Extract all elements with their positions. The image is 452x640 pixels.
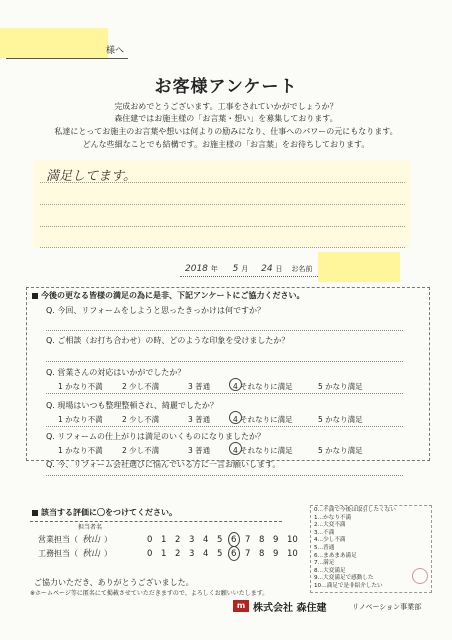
works-scale-5: 5: [217, 549, 223, 559]
comment-line: [40, 204, 405, 205]
sales-scale-0: 0: [147, 535, 153, 545]
works-scale-4: 4: [203, 549, 209, 559]
legend-item: 6…まあまあ満足: [314, 552, 357, 559]
answer-line: [46, 361, 403, 362]
question-2: Q. ご相談（お打ち合わせ）の時、どのような印象を受けましたか？: [46, 336, 290, 345]
q3-option-5: 5 かなり満足: [318, 382, 363, 391]
date-month: 5: [232, 264, 239, 274]
question-5: Q. リフォームの仕上がりは満足のいくものになりましたか？: [46, 432, 265, 441]
legend-item: 3…不満: [314, 529, 335, 536]
customer-name-highlight: [318, 252, 400, 282]
q3-option-2: 2 少し不満: [122, 382, 160, 391]
rating-heading: 該当する評価に〇をつけてください。: [41, 508, 177, 517]
sales-label: 営業担当（: [38, 535, 78, 544]
legend-item: 0…不満で今後は取引したくない: [314, 507, 396, 513]
works-scale-6: 6: [231, 549, 237, 559]
sales-scale-4: 4: [203, 535, 209, 545]
q4-option-5: 5 かなり満足: [318, 415, 363, 424]
legend-item: 2…大変不満: [314, 522, 346, 529]
sales-close: ）: [104, 535, 113, 544]
legend-item: 8…大変満足: [314, 567, 346, 574]
works-scale-9: 9: [273, 549, 279, 559]
q4-option-3: 3 普通: [188, 415, 211, 424]
rating-heading-rule: [30, 521, 282, 522]
q5-option-3: 3 普通: [188, 446, 211, 455]
q5-option-2: 2 少し不満: [122, 446, 160, 455]
q4-option-4: 4 それなりに満足: [233, 415, 293, 424]
sales-row: [38, 535, 112, 545]
works-close: ）: [104, 549, 113, 558]
answer-line: [46, 475, 403, 476]
q3-option-3: 3 普通: [188, 382, 211, 391]
sales-name: 秋山: [82, 535, 101, 545]
sales-scale-7: 7: [245, 535, 251, 545]
legend-stamp-icon: [412, 568, 428, 584]
q3-selected-circle: [229, 378, 242, 391]
works-label: 工務担当（: [38, 549, 78, 558]
recipient-suffix: 様へ: [106, 46, 125, 56]
name-header: 担当者名: [78, 524, 103, 531]
legend-item: 4…少し不満: [314, 537, 346, 544]
company-name: 株式会社 森住建: [253, 603, 327, 614]
survey-heading-marker-icon: [32, 293, 38, 299]
q5-option-5: 5 かなり満足: [318, 446, 363, 455]
question-3: Q. 営業さんの対応はいかがでしたか？: [46, 368, 186, 377]
works-row: [38, 549, 112, 559]
works-selected-circle: [228, 546, 240, 561]
legend-item: 10…満足で是非紹介したい: [314, 583, 383, 589]
comment-line: [40, 226, 405, 227]
works-scale-8: 8: [259, 549, 265, 559]
date-year-label: 年: [210, 265, 218, 273]
answer-line: [46, 426, 403, 427]
date-day-label: 日: [275, 265, 283, 273]
sales-selected-circle: [228, 532, 240, 547]
survey-heading: 今後の更なる皆様の満足の為に是非、下記アンケートにご協力ください。: [41, 291, 305, 300]
sales-scale-3: 3: [189, 535, 195, 545]
question-6: Q. 今、リフォーム会社選びに悩んでいる方に一言お願いします。: [46, 460, 281, 469]
sales-scale-5: 5: [217, 535, 223, 545]
company-logo-icon: m: [233, 600, 249, 612]
sales-scale-2: 2: [175, 535, 181, 545]
q5-option-4: 4 それなりに満足: [233, 446, 293, 455]
q3-option-1: 1 かなり不満: [58, 382, 103, 391]
works-scale-1: 1: [161, 549, 167, 559]
sales-scale-1: 1: [161, 535, 167, 545]
sales-scale-8: 8: [259, 535, 265, 545]
legend-item: 9…大変満足で感動した: [314, 575, 374, 582]
comment-line: [40, 247, 405, 248]
legend-item: 5…普通: [314, 545, 335, 551]
name-label: お名前: [291, 265, 313, 273]
date-day: 24: [261, 264, 273, 274]
legend-item: 1…かなり不満: [314, 514, 352, 521]
works-scale-3: 3: [189, 549, 195, 559]
works-scale-10: 10: [287, 549, 298, 559]
footer-thanks: ご協力いただき、ありがとうございました。: [34, 578, 194, 587]
date-year: 2018: [185, 264, 208, 274]
works-scale-2: 2: [175, 549, 181, 559]
question-4: Q. 現場はいつも整理整頓され、綺麗でしたか？: [46, 401, 218, 410]
answer-line: [46, 393, 403, 394]
company-division: リノベーション事業部: [352, 603, 422, 611]
sales-scale-9: 9: [273, 535, 279, 545]
intro-line-1: 完成おめでとうございます。工事をされていかがでしょうか？: [114, 102, 338, 111]
q4-option-2: 2 少し不満: [122, 415, 160, 424]
legend-item: 7…満足: [314, 560, 335, 567]
q3-option-4: 4 それなりに満足: [233, 382, 293, 391]
rating-heading-marker-icon: [32, 510, 38, 516]
q5-option-1: 1 かなり不満: [58, 446, 103, 455]
intro-line-2: 森住建ではお施主様の「お言葉・想い」を募集しております。: [114, 114, 338, 123]
recipient-underline: [6, 58, 128, 59]
works-name: 秋山: [82, 549, 101, 559]
date-row: [185, 264, 312, 274]
date-month-label: 月: [241, 265, 249, 273]
answer-line: [46, 330, 403, 331]
footer-note: ※ホームページ等に匿名にて掲載させていただきますので、よろしくお願いいたします。: [30, 590, 269, 597]
question-1: Q. 今回、リフォームをしようと思ったきっかけは何ですか？: [46, 306, 265, 315]
comment-text: 満足してます。: [46, 169, 136, 184]
sales-scale-6: 6: [231, 535, 237, 545]
page-title: お客様アンケート: [154, 77, 298, 97]
q4-selected-circle: [229, 411, 242, 424]
works-scale-7: 7: [245, 549, 251, 559]
sales-scale-10: 10: [287, 535, 298, 545]
q5-selected-circle: [229, 442, 242, 455]
intro-line-4: どんな些細なことでも結構です。お施主様の「お言葉」をお待ちしております。: [82, 140, 370, 149]
works-scale-0: 0: [147, 549, 153, 559]
intro-line-3: 私達にとってお施主のお言葉や想いは何よりの励みになり、仕事へのパワーの元にもなります。: [54, 127, 398, 136]
recipient-name-highlight: [0, 28, 108, 58]
q4-option-1: 1 かなり不満: [58, 415, 103, 424]
